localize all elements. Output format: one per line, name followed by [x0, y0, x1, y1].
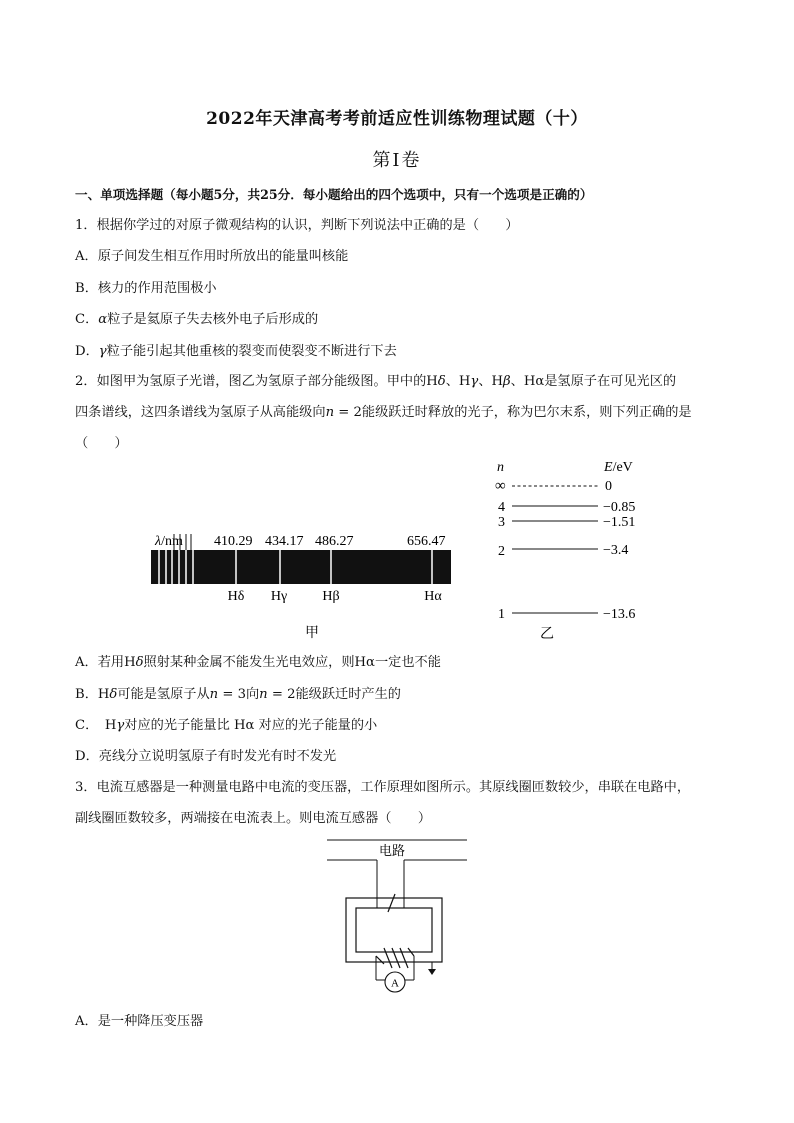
ground-arrow-icon — [428, 969, 436, 975]
q1-d-prefix: D． — [75, 344, 99, 359]
q2-stem-text: 能级跃迁时释放的光子，称为巴尔末系，则下列正确的是 — [361, 405, 692, 420]
level-inf-n: ∞ — [495, 478, 506, 494]
q2-stem-line2 — [75, 403, 735, 423]
wavelength-label-halpha: 656.47 — [407, 534, 446, 549]
gamma-symbol: γ — [98, 344, 107, 359]
q2-b-text: = 2 — [267, 687, 296, 702]
alpha-symbol: α — [98, 312, 108, 327]
delta-symbol: δ — [437, 374, 446, 389]
line-label-hgamma: Hγ — [270, 589, 288, 604]
q3-stem-line1: 3．电流互感器是一种测量电路中电流的变压器，工作原理如图所示。其原线圈匝数较少，串联在电路中， — [75, 780, 691, 795]
circuit-label: 电路 — [378, 843, 406, 858]
ammeter-label: A — [391, 977, 399, 990]
wavelength-label-hdelta: 410.29 — [214, 534, 253, 549]
volume-label: 第Ⅰ卷 — [372, 150, 422, 171]
q2-figure — [0, 450, 794, 650]
line-label-hdelta: Hδ — [227, 589, 245, 604]
wavelength-label-hbeta: 486.27 — [315, 534, 354, 549]
q1-c-text: 粒子是氦原子失去核外电子后形成的 — [107, 312, 319, 327]
q2-b-text: 向 — [245, 687, 260, 702]
level-1-n: 1 — [498, 607, 505, 622]
q3-stem-line2: 副线圈匝数较多，两端接在电流表上。则电流互感器（ ） — [75, 811, 432, 826]
q2-stem-text: 、Hα是氢原子在可见光区的 — [510, 374, 677, 389]
q1-option-d — [75, 342, 735, 362]
n-symbol: n — [325, 405, 335, 420]
n-symbol: n — [209, 687, 219, 702]
q2-c-text: 对应的光子能量比 Hα 对应的光子能量的小 — [124, 718, 378, 733]
q2-stem-text: 四条谱线，这四条谱线为氢原子从高能级向 — [75, 405, 326, 420]
e-axis-label: E/eV — [604, 460, 633, 475]
q2-b-text: = 3 — [218, 687, 246, 702]
section-heading: 一、单项选择题（每小题5分，共25分．每小题给出的四个选项中，只有一个选项是正确的） — [75, 187, 593, 202]
q1-option-a: A．原子间发生相互作用时所放出的能量叫核能 — [75, 249, 349, 264]
spectrum-band — [151, 550, 451, 584]
wavelength-label-hgamma: 434.17 — [265, 534, 304, 549]
q2-b-text: 可能是氢原子从 — [117, 687, 210, 702]
level-4-e: −0.85 — [603, 500, 636, 515]
delta-symbol: δ — [135, 655, 144, 670]
gamma-symbol: γ — [470, 374, 479, 389]
line-label-hbeta: Hβ — [322, 589, 340, 604]
page-title: 2022年天津高考考前适应性训练物理试题（十） — [206, 109, 588, 129]
q2-a-text: 照射某种金属不能发生光电效应，则Hα一定也不能 — [143, 655, 441, 670]
level-4-n: 4 — [498, 500, 505, 515]
energy-level-diagram — [495, 460, 635, 642]
secondary-coil — [376, 948, 414, 968]
hydrogen-spectrum — [151, 534, 451, 641]
q2-a-text: A．若用H — [75, 655, 136, 670]
line-label-halpha: Hα — [424, 589, 442, 604]
level-3-n: 3 — [498, 515, 505, 530]
current-transformer-diagram — [300, 830, 500, 1005]
level-1-e: −13.6 — [603, 607, 636, 622]
iron-core-inner — [356, 908, 432, 952]
q2-option-b — [75, 685, 735, 705]
primary-coil-turn — [388, 894, 395, 912]
q2-stem-text: 、H — [478, 374, 504, 389]
q1-d-text: 粒子能引起其他重核的裂变而使裂变不断进行下去 — [106, 344, 397, 359]
figure-a-caption: 甲 — [305, 626, 319, 641]
q2-stem-text: 、H — [445, 374, 471, 389]
q1-c-prefix: C． — [75, 312, 99, 327]
level-2-n: 2 — [498, 544, 505, 559]
q3-option-a: A．是一种降压变压器 — [75, 1014, 204, 1029]
n-axis-label: n — [497, 460, 504, 475]
q2-option-c — [75, 716, 735, 736]
wavelength-axis-label: λ/nm — [155, 534, 183, 549]
q2-stem-line1 — [75, 372, 735, 392]
q2-stem-text: 2．如图甲为氢原子光谱，图乙为氢原子部分能级图。甲中的H — [75, 374, 438, 389]
q2-b-text: 能级跃迁时产生的 — [295, 687, 401, 702]
n-symbol: n — [259, 687, 268, 702]
q1-option-b: B．核力的作用范围极小 — [75, 281, 217, 296]
q2-stem-text: = 2 — [334, 405, 362, 420]
delta-symbol: δ — [109, 687, 118, 702]
q2-option-d: D．亮线分立说明氢原子有时发光有时不发光 — [75, 749, 337, 764]
level-inf-e: 0 — [605, 479, 612, 494]
level-2-e: −3.4 — [603, 543, 629, 558]
q2-c-text: C． H — [75, 718, 117, 733]
q1-stem: 1．根据你学过的对原子微观结构的认识，判断下列说法中正确的是（ ） — [75, 218, 519, 233]
q1-option-c — [75, 310, 735, 330]
beta-symbol: β — [503, 374, 511, 389]
q2-stem-line3: （ ） — [75, 436, 128, 451]
q2-option-a — [75, 653, 735, 673]
q2-b-text: B．H — [75, 687, 110, 702]
level-3-e: −1.51 — [603, 515, 636, 530]
gamma-symbol: γ — [116, 718, 125, 733]
figure-b-caption: 乙 — [540, 627, 554, 642]
